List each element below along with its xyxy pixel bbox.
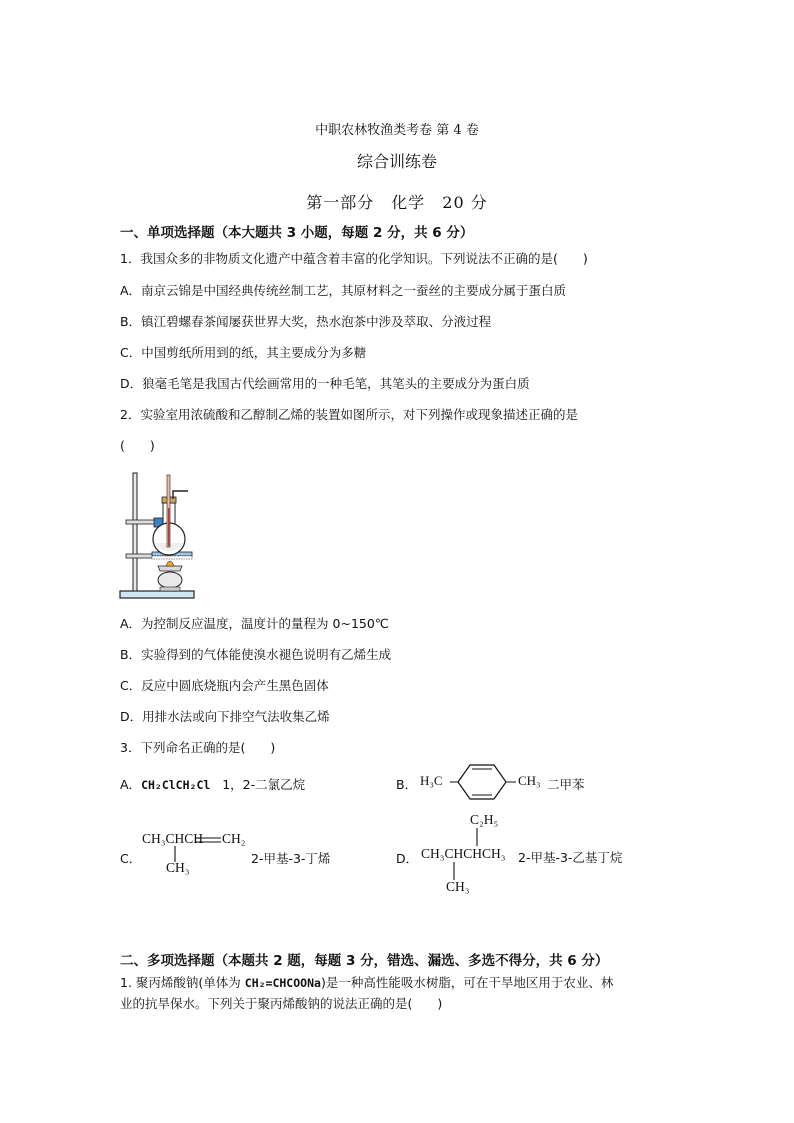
q1-option-a: A．南京云锦是中国经典传统丝制工艺，其原材料之一蚕丝的主要成分属于蛋白质 [120,283,567,298]
q3-option-b-label: B． [396,777,418,792]
paper-title: 综合训练卷 [356,152,437,171]
q3-option-c-name: 2-甲基-3-丁烯 [251,851,331,866]
q3-option-b-name: 二甲苯 [547,777,585,792]
q3-option-d-bottom: CH₃ [446,879,470,894]
q2-stem: 2．实验室用浓硫酸和乙醇制乙烯的装置如图所示，对下列操作或现象描述正确的是 [120,407,578,422]
q3-option-d-main: CH₃CHCHCH₃ [421,846,506,861]
q1-stem: 1．我国众多的非物质文化遗产中蕴含着丰富的化学知识。下列说法不正确的是( ) [120,251,588,266]
q2-option-b: B．实验得到的气体能使溴水褪色说明有乙烯生成 [120,647,392,662]
q3-option-a-label: A． [120,777,142,792]
section1-heading: 一、单项选择题（本大题共 3 小题，每题 2 分，共 6 分） [120,225,474,241]
q1-option-d: D．狼毫毛笔是我国古代绘画常用的一种毛笔，其笔头的主要成分为蛋白质 [120,376,530,391]
benzene-ring-icon [448,762,520,802]
q3-option-a-name: 1，2-二氯乙烷 [222,777,306,792]
section2-q1-line2: 业的抗旱保水。下列关于聚丙烯酸钠的说法正确的是( ) [120,996,443,1011]
q3-option-c-label: C． [120,851,142,866]
q3-option-d-top: C₂H₅ [470,812,499,827]
q1-option-b: B．镇江碧螺春茶闻屡获世界大奖，热水泡茶中涉及萃取、分液过程 [120,314,492,329]
monomer-formula: CH₂=CHCOONa [244,976,321,990]
q1-option-c: C．中国剪纸所用到的纸，其主要成分为多糖 [120,345,367,360]
q2-option-c: C．反应中圆底烧瓶内会产生黑色固体 [120,678,329,693]
q3-option-b-right: CH₃ [518,773,541,788]
q2-option-d: D．用排水法或向下排空气法收集乙烯 [120,709,330,724]
q3-option-a-formula: CH₂ClCH₂Cl [141,778,211,792]
q3-option-a [120,775,305,793]
section2-heading: 二、多项选择题（本题共 2 题，每题 3 分，错选、漏选、多选不得分，共 6 分） [120,953,609,969]
section2-q1-post: )是一种高性能吸水树脂，可在干旱地区用于农业、林 [320,975,614,990]
ethylene-apparatus-figure [118,463,198,603]
section2-q1-line1 [120,973,613,991]
q3-option-d-name: 2-甲基-3-乙基丁烷 [518,850,623,865]
q3-option-c-end: CH₂ [222,831,246,846]
double-bond-icon [194,834,224,846]
q3-stem: 3．下列命名正确的是( ) [120,740,276,755]
q2-paren: ( ) [120,438,155,453]
q3-option-b-left: H₃C [420,773,443,788]
q3-option-d-label: D． [396,851,419,866]
part-title: 第一部分 化学 20 分 [306,193,488,212]
exam-header: 中职农林牧渔类考卷 第 4 卷 [315,123,479,138]
lower-bond-line [451,862,457,880]
q3-option-c-branch: CH₃ [166,860,190,875]
section2-q1-pre: 1. 聚丙烯酸钠(单体为 [120,975,245,990]
upper-bond-line [474,828,480,846]
q2-option-a: A．为控制反应温度，温度计的量程为 0~150℃ [120,616,389,631]
q3-option-c-main: CH₃CHCH [142,831,203,846]
